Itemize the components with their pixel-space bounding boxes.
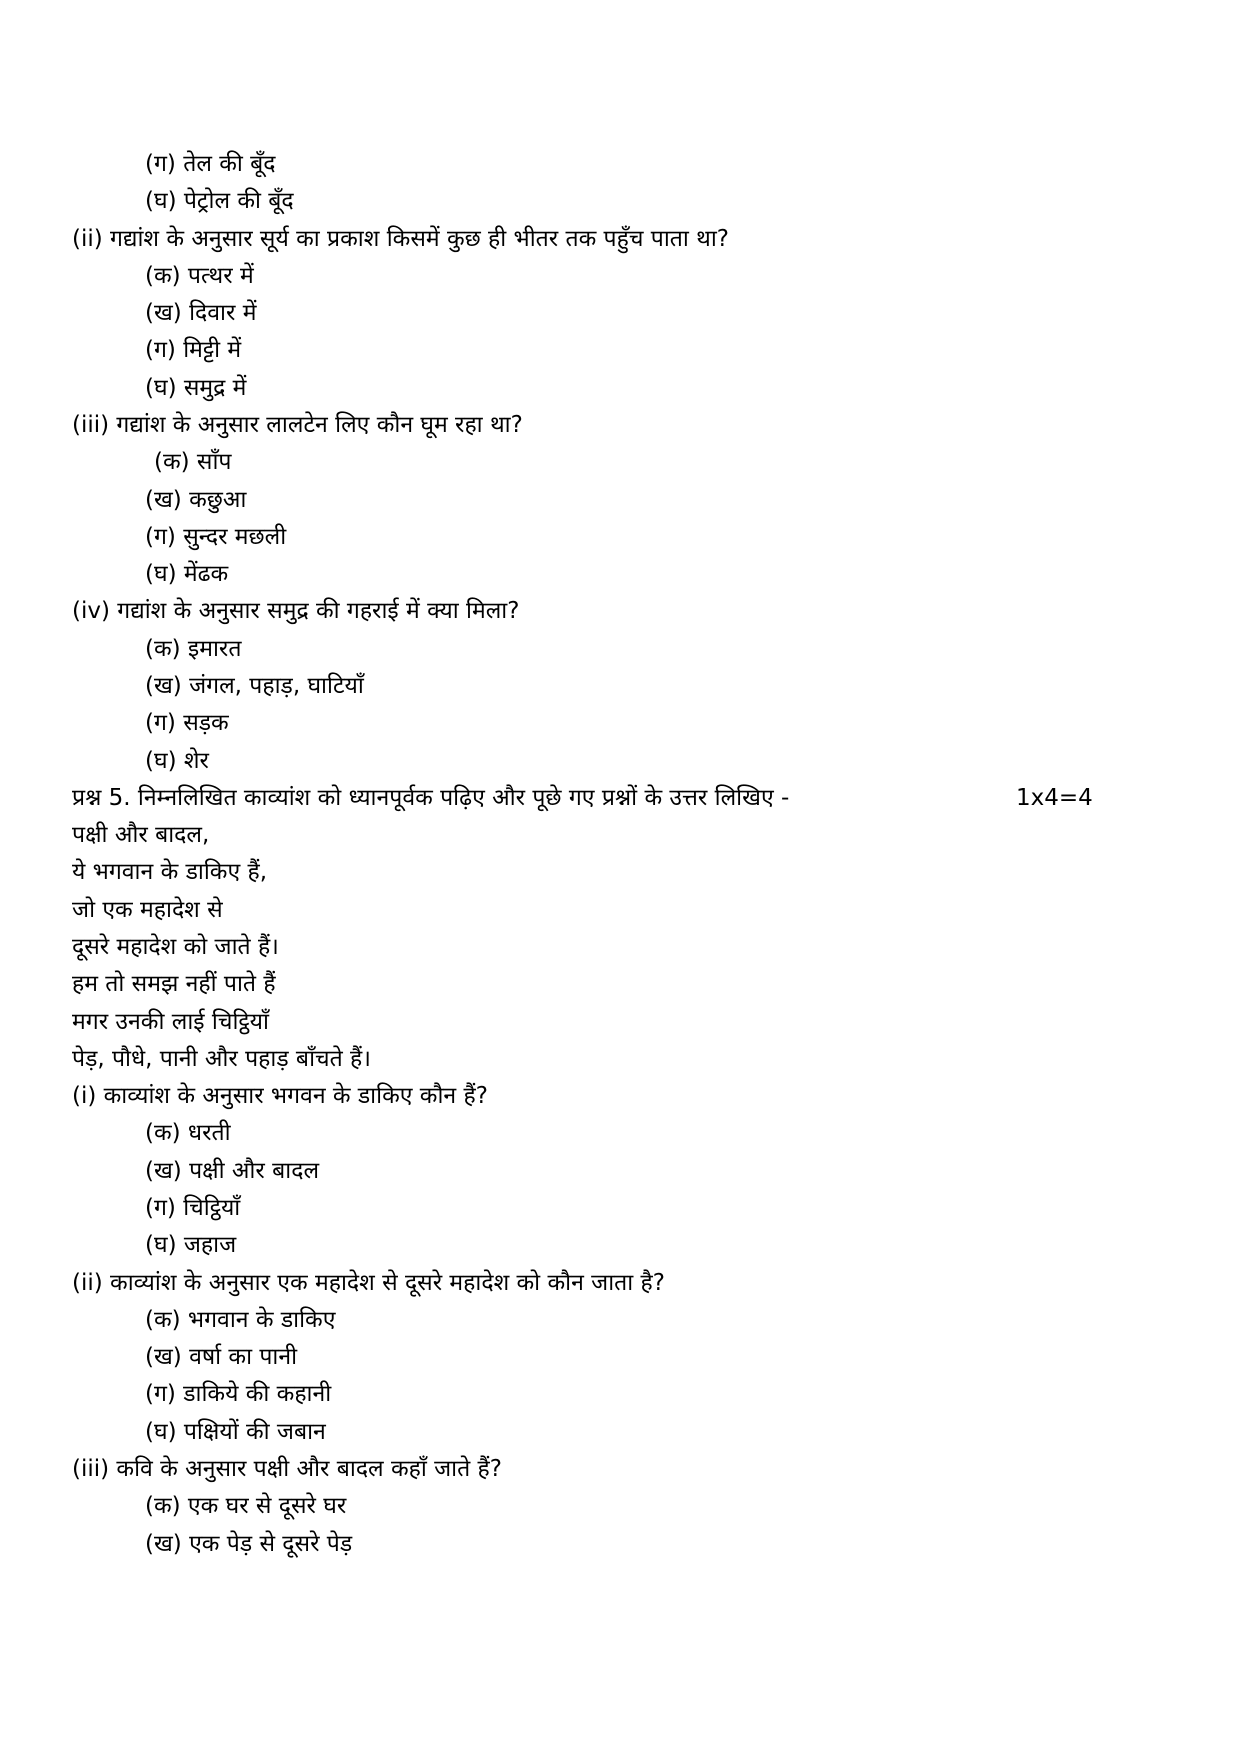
poem-line: हम तो समझ नहीं पाते हैं — [72, 971, 276, 997]
poem-line: जो एक महादेश से — [72, 897, 223, 923]
option-line: (घ) समुद्र में — [145, 375, 247, 401]
question-line: (iii) गद्यांश के अनुसार लालटेन लिए कौन घूम रहा था? — [72, 412, 523, 438]
option-line: (ग) डाकिये की कहानी — [145, 1381, 332, 1407]
option-line: (क) धरती — [145, 1120, 231, 1146]
option-line: (ग) सुन्दर मछली — [145, 524, 287, 550]
option-line: (क) पत्थर में — [145, 263, 254, 289]
option-line: (क) इमारत — [145, 636, 242, 662]
option-line: (ख) पक्षी और बादल — [145, 1158, 320, 1184]
poem-line: ये भगवान के डाकिए हैं, — [72, 859, 268, 885]
option-line: (घ) मेंढक — [145, 561, 229, 587]
question-line: (i) काव्यांश के अनुसार भगवन के डाकिए कौन हैं? — [72, 1083, 488, 1109]
poem-line: पक्षी और बादल, — [72, 822, 210, 848]
option-line: (ग) मिट्टी में — [145, 337, 242, 363]
option-line: (ख) वर्षा का पानी — [145, 1344, 298, 1370]
option-line: (ख) कछुआ — [145, 487, 247, 513]
question-line: (ii) काव्यांश के अनुसार एक महादेश से दूसरे महादेश को कौन जाता है? — [72, 1270, 665, 1296]
option-line: (ग) सड़क — [145, 710, 229, 736]
question-line: (ii) गद्यांश के अनुसार सूर्य का प्रकाश किसमें कुछ ही भीतर तक पहुँच पाता था? — [72, 226, 730, 252]
option-line: (ख) जंगल, पहाड़, घाटियाँ — [145, 673, 364, 699]
question-line: (iv) गद्यांश के अनुसार समुद्र की गहराई में क्या मिला? — [72, 598, 520, 624]
question-heading: प्रश्न 5. निम्नलिखित काव्यांश को ध्यानपूर्वक पढ़िए और पूछे गए प्रश्नों के उत्तर लिखिए - — [72, 785, 790, 811]
option-line: (ग) तेल की बूँद — [145, 151, 276, 177]
option-line: (घ) जहाज — [145, 1232, 237, 1258]
question-line: (iii) कवि के अनुसार पक्षी और बादल कहाँ जाते हैं? — [72, 1456, 502, 1482]
poem-line: दूसरे महादेश को जाते हैं। — [72, 934, 279, 960]
option-line: (घ) पक्षियों की जबान — [145, 1419, 326, 1445]
option-line: (घ) पेट्रोल की बूँद — [145, 188, 294, 214]
option-line: (क) भगवान के डाकिए — [145, 1307, 336, 1333]
marks-label: 1x4=4 — [1016, 785, 1093, 811]
option-line: (ख) एक पेड़ से दूसरे पेड़ — [145, 1531, 353, 1557]
option-line: (घ) शेर — [145, 748, 209, 774]
option-line: (ख) दिवार में — [145, 300, 257, 326]
option-line: (क) एक घर से दूसरे घर — [145, 1493, 347, 1519]
poem-line: मगर उनकी लाई चिट्ठियाँ — [72, 1009, 269, 1035]
option-line: (क) साँप — [154, 449, 232, 475]
option-line: (ग) चिट्ठियाँ — [145, 1195, 241, 1221]
poem-line: पेड़, पौधे, पानी और पहाड़ बाँचते हैं। — [72, 1046, 371, 1072]
